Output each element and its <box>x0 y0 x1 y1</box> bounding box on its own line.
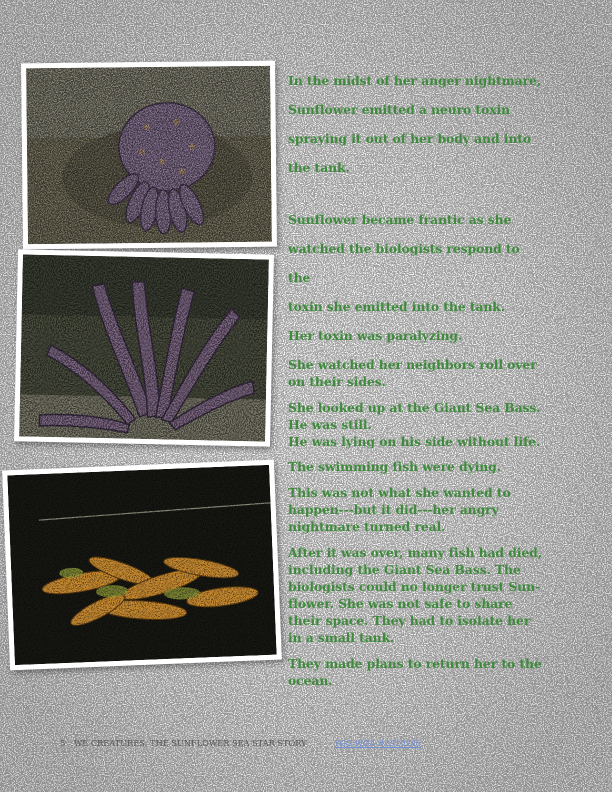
story-line: biologists could no longer trust Sun- <box>288 579 541 594</box>
story-line: The swimming fish were dying. <box>288 459 501 474</box>
photo-sea-stars-orange <box>2 460 282 671</box>
sea-star-photo-icon <box>26 66 272 245</box>
sea-star-photo-icon <box>7 465 276 665</box>
story-line: the tank. <box>288 160 350 175</box>
story-line: Her toxin was paralyzing. <box>288 328 463 343</box>
story-line: spraying it out of her body and into <box>288 131 532 146</box>
photo-sea-star-arms <box>14 249 274 446</box>
story-line: This was not what she wanted to <box>288 485 511 500</box>
story-line: He was lying on his side without life. <box>288 434 541 449</box>
story-line: nightmare turned real. <box>288 519 446 534</box>
story-line: He was still. <box>288 417 372 432</box>
grant-link[interactable]: YGG-WGA #1810246 <box>334 738 421 748</box>
sea-star-photo-icon <box>19 254 269 441</box>
story-line: including the Giant Sea Bass. The <box>288 562 521 577</box>
story-text <box>288 66 544 689</box>
story-line: on their sides. <box>288 374 386 389</box>
story-line: She looked up at the Giant Sea Bass. <box>288 400 541 415</box>
story-line: Sunflower became frantic as she <box>288 212 512 227</box>
photo-sea-star-curled <box>21 61 277 250</box>
story-line: Sunflower emitted a neuro toxin <box>288 102 511 117</box>
story-line: their space. They had to isolate her <box>288 613 531 628</box>
story-line: ocean. <box>288 673 333 688</box>
story-line: toxin she emitted into the tank. <box>288 299 506 314</box>
story-line: She watched her neighbors roll over <box>288 357 537 372</box>
page-footer <box>60 738 560 748</box>
story-line: happen---but it did---her angry <box>288 502 499 517</box>
book-title: WE CREATURES: THE SUNFLOWER SEA STAR STORY <box>73 738 307 748</box>
story-line: In the midst of her anger nightmare, <box>288 73 541 88</box>
story-line: They made plans to return her to the <box>288 656 542 671</box>
story-line: After it was over, many fish had died, <box>288 545 542 560</box>
story-line: in a small tank. <box>288 630 395 645</box>
story-line: flower. She was not safe to share <box>288 596 513 611</box>
footer-separator: | <box>319 738 322 748</box>
page-number: 5 <box>60 738 66 748</box>
story-line: watched the biologists respond to the <box>288 241 520 285</box>
